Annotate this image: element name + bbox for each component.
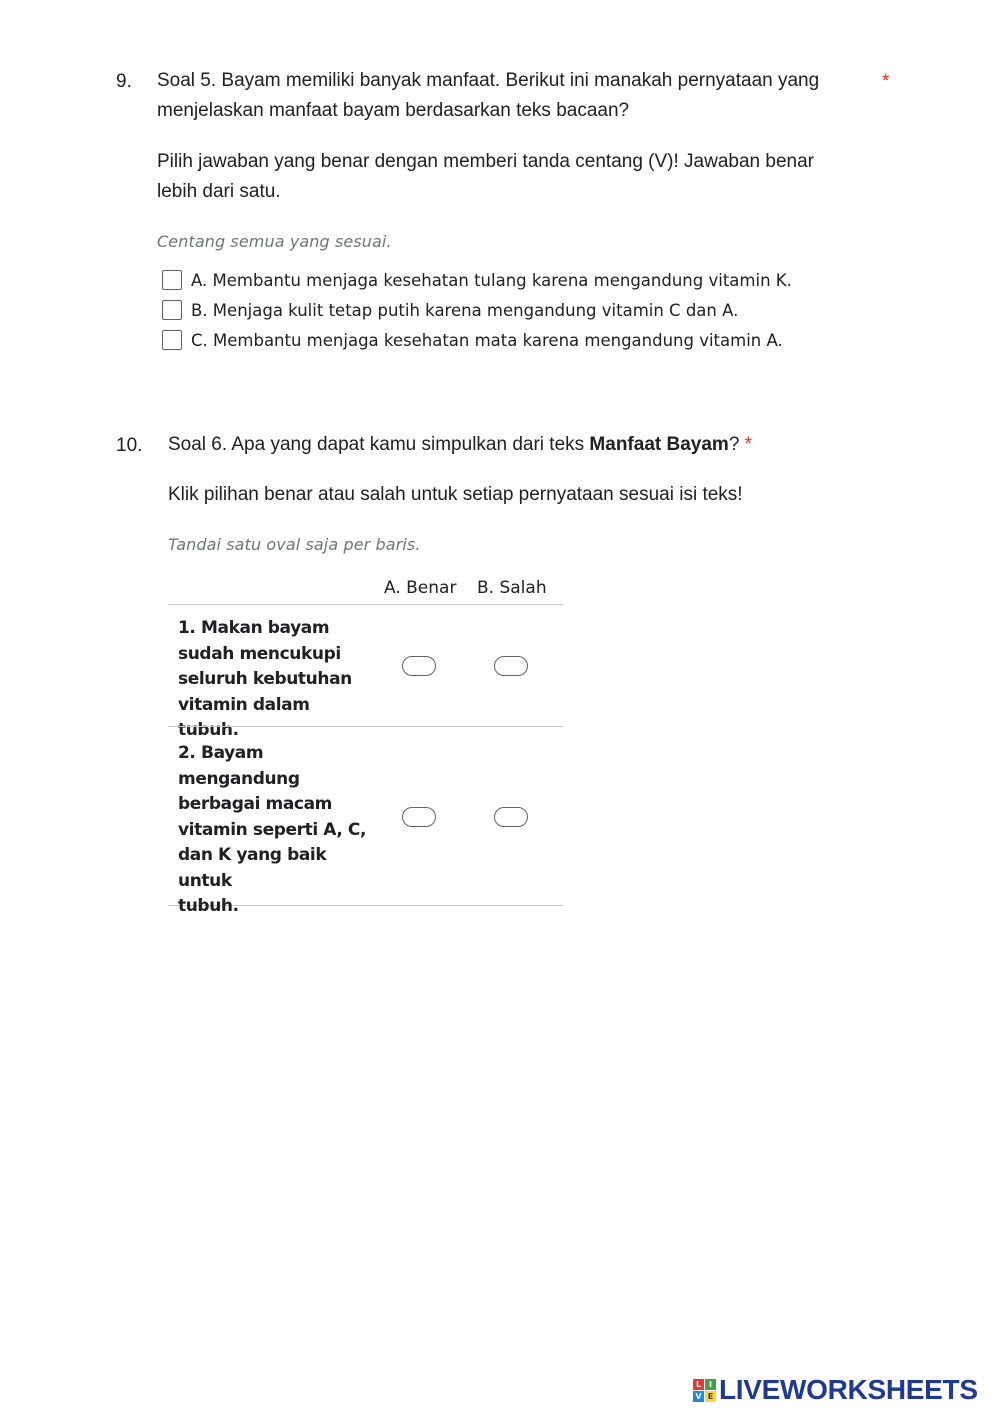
option-b[interactable] [162, 298, 738, 322]
option-c-label: C. Membantu menjaga kesehatan mata karena mengandung vitamin A. [191, 330, 783, 350]
row-label-line: vitamin seperti A, C, [178, 819, 367, 840]
question-10-title [168, 430, 868, 460]
radio-row-2-benar[interactable] [402, 807, 436, 827]
row-label-line: 2. Bayam [178, 743, 264, 763]
radio-row-1-benar[interactable] [402, 656, 436, 676]
logo-text: LIVEWORKSHEETS [719, 1374, 978, 1405]
column-header-benar: A. Benar [384, 578, 457, 598]
grid-row-1 [168, 604, 563, 740]
option-c[interactable] [162, 328, 783, 352]
radio-row-1-salah[interactable] [494, 656, 528, 676]
logo-letter-l: L [693, 1379, 704, 1390]
question-9-title-line-1: Soal 5. Bayam memiliki banyak manfaat. Berikut ini manakah pernyataan yang [157, 70, 820, 91]
radio-row-2-salah[interactable] [494, 807, 528, 827]
logo-mark-icon [693, 1379, 716, 1402]
row-label-line: dan K yang baik untuk [178, 845, 327, 891]
question-9-number: 9. [116, 71, 132, 92]
row-label-line: berbagai macam [178, 794, 332, 814]
logo-letter-e: E [705, 1391, 716, 1402]
question-10-instruction: Klik pilihan benar atau salah untuk setiap pernyataan sesuai isi teks! [168, 484, 743, 505]
required-asterisk: * [744, 434, 753, 455]
row-label-line: vitamin dalam tubuh. [178, 694, 310, 740]
question-9-title-line-2: menjelaskan manfaat bayam berdasarkan teks bacaan? [157, 100, 630, 121]
checkbox-b[interactable] [162, 300, 182, 320]
row-label-line: tubuh. [178, 896, 239, 916]
option-a[interactable] [162, 268, 792, 292]
question-10-title-bold: Manfaat Bayam [589, 434, 729, 455]
question-10-title-prefix: Soal 6. Apa yang dapat kamu simpulkan dari teks [168, 434, 590, 455]
question-9-instruction-line-2: lebih dari satu. [157, 181, 281, 202]
question-10-number: 10. [116, 435, 143, 456]
grid-row-2-label [178, 741, 368, 920]
logo-letter-v: V [693, 1391, 704, 1402]
question-10-hint: Tandai satu oval saja per baris. [168, 535, 421, 554]
row-label-line: 1. Makan bayam [178, 618, 330, 638]
question-9-title [157, 66, 877, 126]
question-9-instruction [157, 147, 877, 207]
row-label-line: seluruh kebutuhan [178, 669, 352, 689]
checkbox-c[interactable] [162, 330, 182, 350]
grid-row-1-label [178, 616, 368, 744]
question-9-instruction-line-1: Pilih jawaban yang benar dengan memberi tanda centang (V)! Jawaban benar [157, 151, 814, 172]
column-header-salah: B. Salah [477, 578, 547, 598]
row-label-line: mengandung [178, 768, 300, 789]
row-label-line: sudah mencukupi [178, 643, 341, 664]
grid-row-2 [168, 726, 563, 916]
checkbox-a[interactable] [162, 270, 182, 290]
liveworksheets-logo [693, 1374, 978, 1406]
option-a-label: A. Membantu menjaga kesehatan tulang karena mengandung vitamin K. [191, 270, 792, 290]
required-asterisk: * [882, 71, 890, 92]
question-10-title-suffix: ? [728, 434, 740, 455]
option-b-label: B. Menjaga kulit tetap putih karena mengandung vitamin C dan A. [191, 300, 739, 320]
logo-letter-i: I [705, 1379, 716, 1390]
question-9-hint: Centang semua yang sesuai. [157, 232, 392, 251]
